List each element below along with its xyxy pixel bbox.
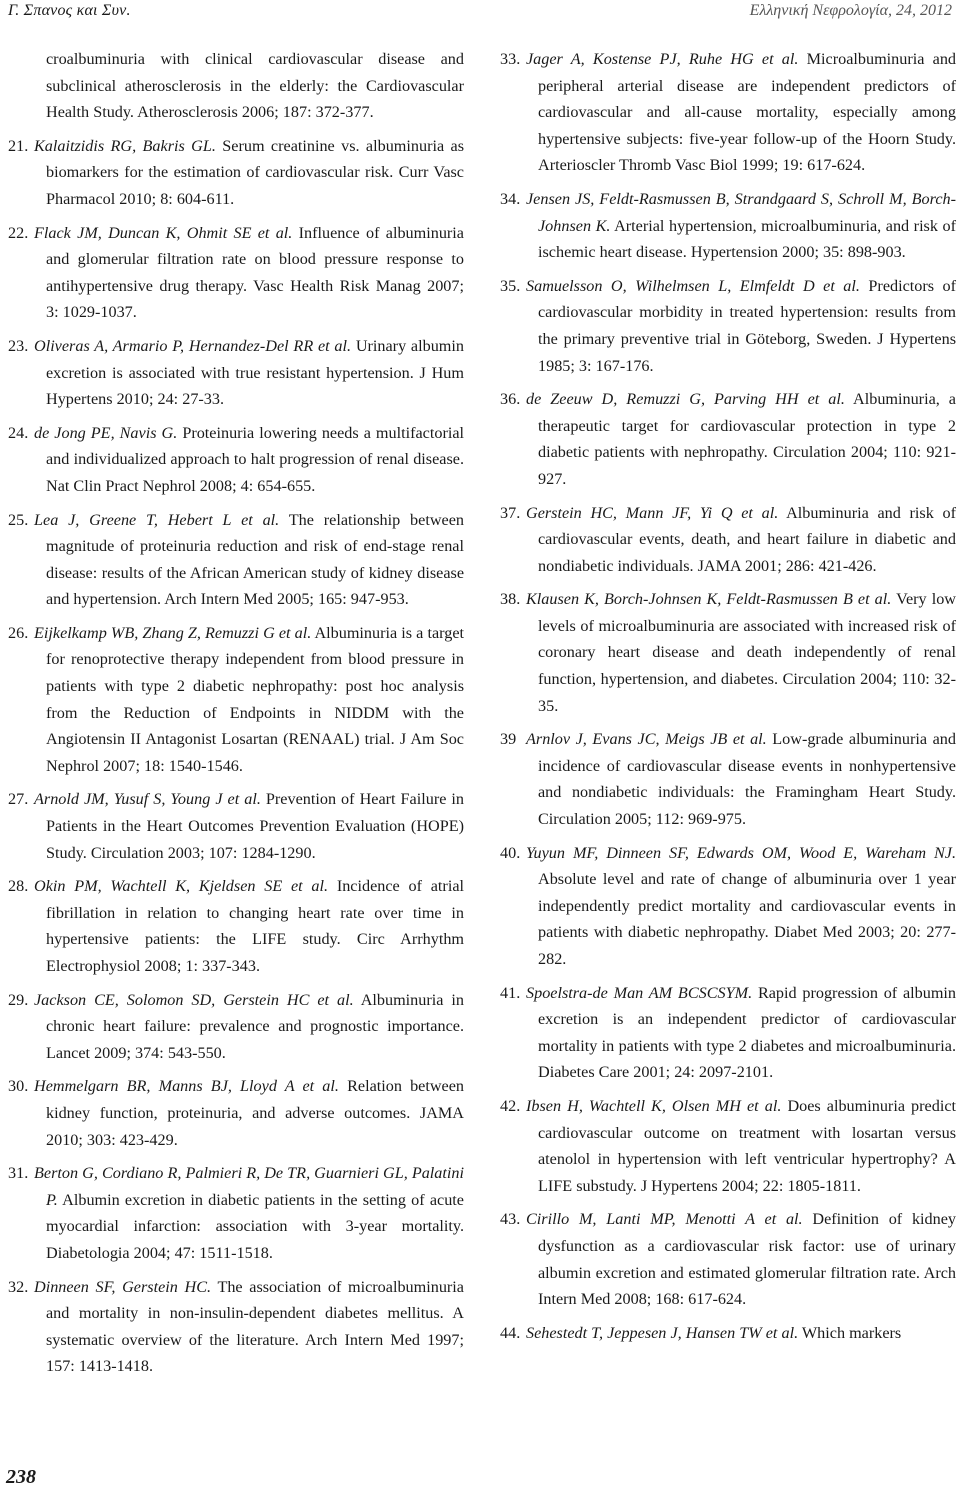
- reference-authors: de Zeeuw D, Remuzzi G, Parving HH et al.: [526, 390, 845, 409]
- reference-item: [8, 507, 464, 613]
- reference-text: Definition of kidney dysfunction as a cardiovascular risk factor: use of urinary albumin excretion and estimated glomerular filtration rate. Arch Intern Med 2008; 168: 617-624.: [538, 1210, 957, 1309]
- reference-number: 44.: [500, 1323, 521, 1342]
- reference-number: 28.: [8, 877, 29, 896]
- reference-number: 31.: [8, 1164, 29, 1183]
- reference-authors: Jager A, Kostense PJ, Ruhe HG et al.: [526, 50, 799, 68]
- reference-item: [500, 186, 956, 266]
- reference-text: Influence of albuminuria and glomerular filtration rate on blood pressure response to antihypertensive drug therapy. Vasc Health Risk Manag 2007; 3: 1029-1037.: [46, 223, 464, 322]
- reference-number: 38.: [500, 590, 521, 609]
- reference-authors: Dinneen SF, Gerstein HC.: [34, 1277, 212, 1296]
- reference-item: [500, 273, 956, 379]
- reference-text: Very low levels of microalbuminuria are associated with increased risk of coronary heart disease and death independently of renal function, hypertension, and diabetes. Circulation 2004; 110: 32-35.: [538, 590, 956, 715]
- reference-item: [8, 1274, 464, 1380]
- reference-number: 35.: [500, 276, 521, 295]
- reference-item: [8, 620, 464, 780]
- reference-text: The association of microalbuminuria and mortality in non-insulin-dependent diabetes mellitus. A systematic overview of the literature. Arch Intern Med 1997; 157: 1413-1418.: [46, 1277, 464, 1376]
- reference-number: 43.: [500, 1210, 521, 1229]
- reference-text: Relation between kidney function, proteinuria, and adverse outcomes. JAMA 2010; 303: 423-429.: [46, 1077, 465, 1149]
- reference-authors: Oliveras A, Armario P, Hernandez-Del RR et al.: [34, 336, 352, 355]
- reference-authors: Cirillo M, Lanti MP, Menotti A et al.: [526, 1210, 803, 1229]
- reference-item: [8, 786, 464, 866]
- running-header: [0, 0, 960, 26]
- reference-text: Incidence of atrial fibrillation in relation to changing heart rate over time in hypertensive patients: the LIFE study. Circ Arrhythm Electrophysiol 2008; 1: 337-343.: [46, 877, 464, 975]
- reference-authors: de Jong PE, Navis G.: [34, 423, 178, 442]
- reference-text: Does albuminuria predict cardiovascular outcome on treatment with losartan versus atenolol in hypertension with left ventricular hypertrophy? A LIFE substudy. J Hypertens 2004; 22: 1805-1811.: [538, 1096, 957, 1195]
- reference-number: 36.: [500, 390, 521, 409]
- reference-text: Absolute level and rate of change of albuminuria over 1 year independently predict mortality and cardiovascular events in patients with diabetic nephropathy. Diabet Med 2003; 20: 277-282.: [538, 870, 956, 968]
- reference-item: [500, 1206, 956, 1312]
- references-right-column: [500, 46, 956, 1353]
- reference-number: 27.: [8, 790, 29, 809]
- reference-text: Serum creatinine vs. albuminuria as biomarkers for the estimation of cardiovascular risk. Curr Vasc Pharmacol 2010; 8: 604-611.: [46, 136, 465, 208]
- reference-text: Rapid progression of albumin excretion is an independent predictor of cardiovascular mortality in patients with type 2 diabetes and microalbuminuria. Diabetes Care 2001; 24: 2097-2101.: [538, 983, 957, 1082]
- reference-authors: Arnold JM, Yusuf S, Young J et al.: [34, 790, 261, 809]
- reference-text: Arterial hypertension, microalbuminuria, and risk of ischemic heart disease. Hypertension 2000; 35: 898-903.: [538, 216, 956, 262]
- reference-authors: Jensen JS, Feldt-Rasmussen B, Strandgaard S, Schroll M, Borch-Johnsen K.: [526, 189, 956, 235]
- reference-item: [500, 386, 956, 492]
- reference-authors: Gerstein HC, Mann JF, Yi Q et al.: [526, 503, 779, 522]
- reference-authors: Berton G, Cordiano R, Palmieri R, De TR, Guarnieri GL, Palatini P.: [34, 1164, 464, 1209]
- reference-authors: Eijkelkamp WB, Zhang Z, Remuzzi G et al.: [34, 623, 312, 642]
- reference-text: Albumin excretion in diabetic patients in the setting of acute myocardial infarction: association with 3-year mortality. Diabetologia 2004; 47: 1511-1518.: [46, 1190, 464, 1262]
- reference-authors: Arnlov J, Evans JC, Meigs JB et al.: [526, 730, 767, 749]
- reference-item: [8, 46, 464, 126]
- reference-text: Which markers: [801, 1323, 902, 1342]
- reference-item: [8, 220, 464, 326]
- reference-number: 29.: [8, 990, 29, 1009]
- reference-item: [8, 873, 464, 979]
- header-journal: Ελληνική Νεφρολογία, 24, 2012: [749, 2, 952, 19]
- reference-authors: Klausen K, Borch-Johnsen K, Feldt-Rasmussen B et al.: [526, 590, 892, 609]
- reference-text: Albuminuria and risk of cardiovascular events, death, and heart failure in diabetic and nondiabetic individuals. JAMA 2001; 286: 421-426.: [538, 503, 957, 575]
- reference-text: Albuminuria, a therapeutic target for cardiovascular protection in type 2 diabetic patients with nephropathy. Circulation 2004; 110: 921-927.: [538, 390, 956, 488]
- reference-text: Proteinuria lowering needs a multifactorial and individualized approach to halt progression of renal disease. Nat Clin Pract Nephrol 2008; 4: 654-655.: [46, 423, 465, 495]
- reference-item: [8, 1073, 464, 1153]
- reference-item: [500, 726, 956, 832]
- reference-text: Urinary albumin excretion is associated with true resistant hypertension. J Hum Hypertens 2010; 24: 27-33.: [46, 336, 464, 409]
- reference-item: [500, 46, 956, 179]
- reference-authors: Jackson CE, Solomon SD, Gerstein HC et al.: [34, 990, 354, 1009]
- reference-number: 21.: [8, 136, 29, 155]
- header-authors: Γ. Σπανος και Συν.: [8, 2, 131, 19]
- page-number: 238: [6, 1466, 36, 1488]
- reference-authors: Hemmelgarn BR, Manns BJ, Lloyd A et al.: [34, 1077, 339, 1096]
- reference-item: [8, 133, 464, 213]
- reference-number: 40.: [500, 843, 521, 862]
- reference-number: 37.: [500, 503, 521, 522]
- reference-authors: Sehestedt T, Jeppesen J, Hansen TW et al.: [526, 1323, 799, 1342]
- reference-item: [500, 586, 956, 719]
- reference-item: [500, 980, 956, 1086]
- references-left-column: [8, 46, 464, 1387]
- reference-authors: Okin PM, Wachtell K, Kjeldsen SE et al.: [34, 877, 329, 896]
- reference-number: 23.: [8, 336, 29, 355]
- reference-authors: Yuyun MF, Dinneen SF, Edwards OM, Wood E, Wareham NJ.: [526, 843, 956, 862]
- reference-number: 42.: [500, 1096, 521, 1115]
- reference-number: 30.: [8, 1077, 29, 1096]
- reference-item: [8, 333, 464, 413]
- reference-text: Low-grade albuminuria and incidence of cardiovascular disease events in nonhypertensive and nondiabetic individuals: the Framingham Heart Study. Circulation 2005; 112: 969-975.: [538, 730, 956, 829]
- reference-number: 41.: [500, 983, 521, 1002]
- reference-authors: Lea J, Greene T, Hebert L et al.: [34, 510, 280, 529]
- reference-text: The relationship between magnitude of proteinuria reduction and risk of end-stage renal disease: results of the African American study of kidney disease and hypertension. Arch Intern Med 2005; 165: 947-953.: [46, 510, 464, 609]
- reference-text: Albuminuria is a target for renoprotective therapy independent from blood pressure in patients with type 2 diabetic nephropathy: post hoc analysis from the Reduction of Endpoints in NIDDM with the Angiotensin II Antagonist Losartan (RENAAL) trial. J Am Soc Nephrol 2007; 18: 1540-1546.: [46, 623, 465, 775]
- reference-item: [8, 987, 464, 1067]
- reference-number: 39: [500, 730, 517, 749]
- reference-authors: Samuelsson O, Wilhelmsen L, Elmfeldt D et al.: [526, 276, 860, 295]
- reference-item: [500, 840, 956, 973]
- reference-item: [8, 1160, 464, 1266]
- reference-item: [8, 420, 464, 500]
- reference-number: 25.: [8, 510, 29, 529]
- reference-authors: Flack JM, Duncan K, Ohmit SE et al.: [34, 223, 293, 242]
- reference-text: Prevention of Heart Failure in Patients in the Heart Outcomes Prevention Evaluation (HOPE) Study. Circulation 2003; 107: 1284-1290.: [46, 790, 465, 862]
- reference-number: 24.: [8, 423, 29, 442]
- reference-text: Predictors of cardiovascular morbidity in treated hypertension: results from the primary preventive trial in Göteborg, Sweden. J Hypertens 1985; 3: 167-176.: [538, 276, 957, 375]
- reference-number: 33.: [500, 50, 521, 68]
- reference-number: 26.: [8, 623, 29, 642]
- reference-number: 34.: [500, 189, 521, 208]
- reference-item: [500, 1093, 956, 1199]
- reference-number: 22.: [8, 223, 29, 242]
- reference-text: Albuminuria in chronic heart failure: prevalence and prognostic importance. Lancet 2009; 374: 543-550.: [46, 990, 464, 1062]
- reference-number: 32.: [8, 1277, 29, 1296]
- reference-authors: Ibsen H, Wachtell K, Olsen MH et al.: [526, 1096, 782, 1115]
- reference-item: [500, 1320, 956, 1347]
- reference-authors: Spoelstra-de Man AM BCSCSYM.: [526, 983, 753, 1002]
- reference-authors: Kalaitzidis RG, Bakris GL.: [34, 136, 216, 155]
- reference-item: [500, 500, 956, 580]
- reference-text: Microalbuminuria and peripheral arterial disease are independent predictors of cardiovascular and all-cause mortality, especially among hypertensive subjects: five-year follow-up of the Hoorn Study. Arterioscler Thromb Vasc Biol 1999; 19: 617-624.: [538, 50, 957, 175]
- reference-text: croalbuminuria with clinical cardiovascular disease and subclinical atherosclerosis in the elderly: the Cardiovascular Health Study. Atherosclerosis 2006; 187: 372-377.: [46, 50, 464, 122]
